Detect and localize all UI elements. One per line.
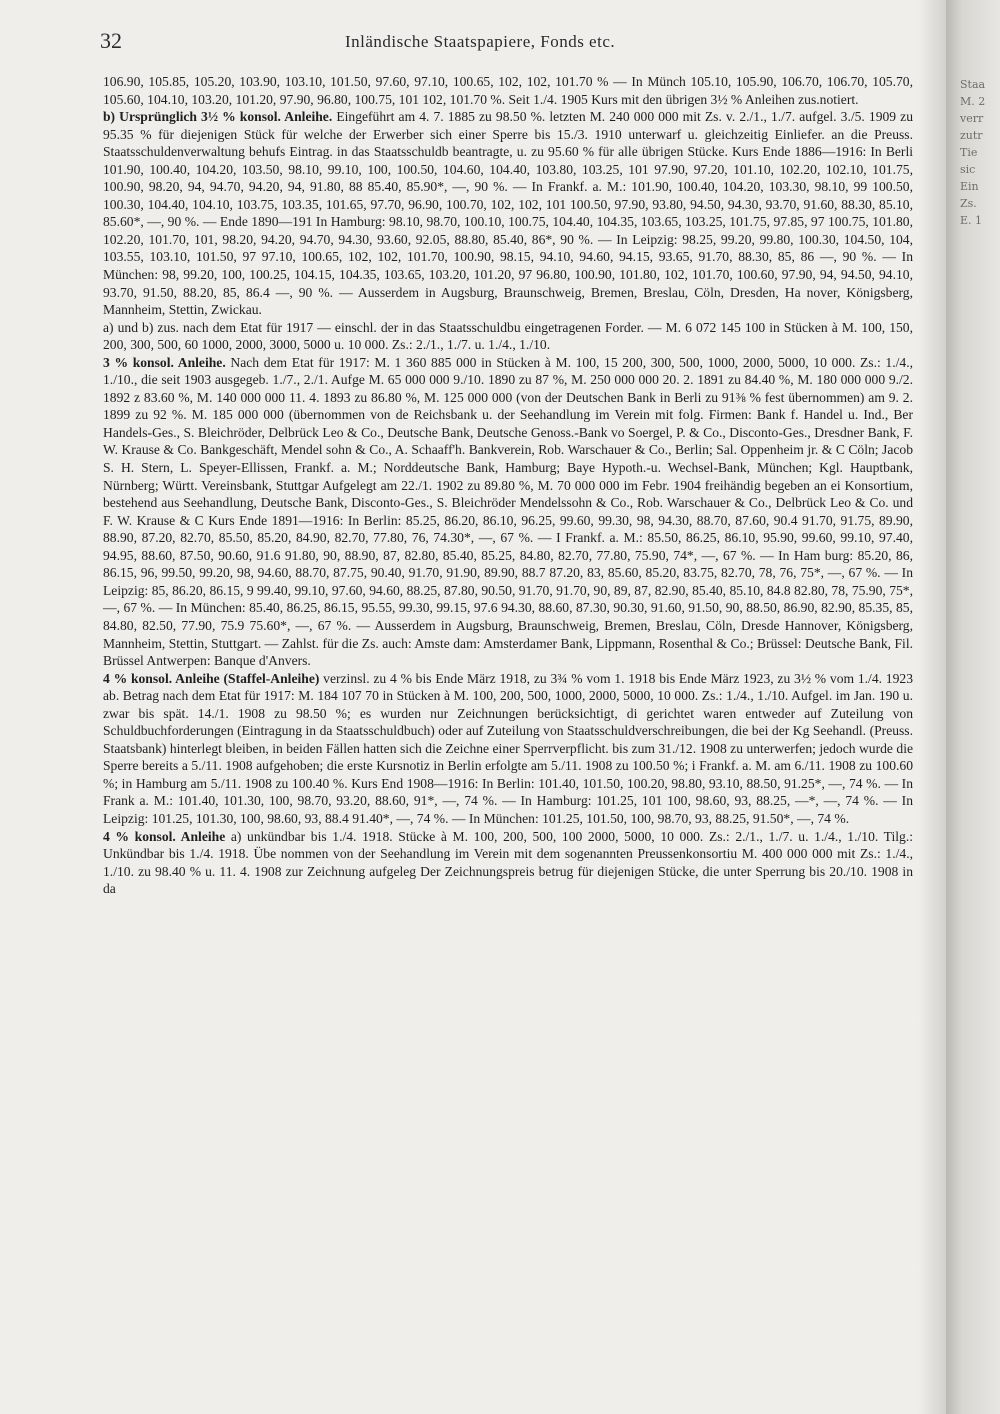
paragraph-text: a) unkündbar bis 1./4. 1918. Stücke à M. 100, 200, 500, 100 2000, 5000, 10 000. Zs.: 2./1., 1./7. u. 1./4., 1./10. Tilg.: Unkündbar bis 1./4. 1918. Übe nommen von der Seehandlung im Verein mit dem sogenannten Preussenkonsortiu M. 400 000 000 mit Zs.: 1./4., 1./10. zu 98.40 % u. 11. 4. 1908 zur Zeichnung aufgeleg Der Zeichnungspreis betrug für diejenigen Stücke, die unter Sperrung bis 20./10. 1908 in da [103, 828, 913, 897]
next-page-fragment: Zs. [960, 197, 977, 210]
next-page-fragment: Ein [960, 180, 979, 193]
next-page-fragment: zutr [960, 129, 983, 142]
next-page-fragment: Staa [960, 78, 986, 91]
next-page-fragment: E. 1 [960, 214, 983, 227]
running-title: Inländische Staatspapiere, Fonds etc. [345, 32, 616, 51]
paragraph-4-staffel [103, 670, 913, 828]
paragraph-lead: 3 % konsol. Anleihe. [103, 354, 226, 370]
paragraph-ab-zusammen [103, 319, 913, 354]
paragraph-3-konsol [103, 354, 913, 670]
next-page-fragment: sic [960, 163, 976, 176]
paragraph-kurs-continued [103, 73, 913, 108]
paragraph-4-konsol [103, 828, 913, 898]
next-page-edge [946, 0, 1000, 1414]
paragraph-lead: b) Ursprünglich 3½ % konsol. Anleihe. [103, 109, 333, 125]
paragraph-text: Nach dem Etat für 1917: M. 1 360 885 000 in Stücken à M. 100, 15 200, 300, 500, 1000, 2000, 5000, 10 000. Zs.: 1./4., 1./10., die seit 1903 ausgegeb. 1./7., 2./1. Aufge M. 65 000 000 9./10. 1890 zu 87 %, M. 250 000 000 20. 2. 1891 zu 84.40 %, M. 180 000 000 9./2. 1892 z 83.60 %, M. 140 000 000 11. 4. 1893 zu 86.80 %, M. 125 000 000 (von der Deutschen Bank in Berli zu 91⅜ % fest übernommen) am 9. 2. 1899 zu 92 %. M. 185 000 000 (übernommen von de Reichsbank u. der Seehandlung im Verein mit folg. Firmen: Bank f. Handel u. Ind., Ber Handels-Ges., S. Bleichröder, Delbrück Leo & Co., Deutsche Bank, Deutsche Genoss.-Bank vo Soergel, P. & Co., Disconto-Ges., Dresdner Bank, F. W. Krause & Co. Bankgeschäft, Mendel sohn & Co., A. Schaaff'h. Bankverein, Rob. Warschauer & Co., Berlin; Sal. Oppenheim jr. & C Cöln; Jacob S. H. Stern, L. Speyer-Ellissen, Frankf. a. M.; Norddeutsche Bank, Hamburg; Baye Hypoth.-u. Wechsel-Bank, München; Kgl. Hauptbank, Nürnberg; Württ. Vereinsbank, Stuttgar Aufgelegt am 22./1. 1902 zu 89.80 %, M. 70 000 000 im Febr. 1904 freihändig begeben an ei Konsortium, bestehend aus Seehandlung, Deutsche Bank, Disconto-Ges., S. Bleichröder Mendelssohn & Co., Rob. Warschauer & Co., Delbrück Leo & Co. und F. W. Krause & C Kurs Ende 1891—1916: In Berlin: 85.25, 86.20, 86.10, 96.25, 99.60, 99.30, 98, 94.30, 88.70, 87.60, 90.4 91.70, 91.75, 89.90, 88.90, 87.20, 82.70, 85.50, 85.20, 84.90, 82.70, 77.80, 76, 74.30*, —, 67 %. — I Frankf. a. M.: 85.50, 86.25, 86.10, 95.90, 99.60, 99.10, 97.40, 94.95, 88.60, 87.50, 90.60, 91.6 91.80, 90, 88.90, 87, 82.80, 85.40, 85.25, 84.80, 82.70, 77.80, 75.90, 74*, —, 67 %. — In Ham burg: 85.20, 86, 86.15, 96, 99.50, 99.20, 98, 94.60, 88.70, 87.75, 90.40, 91.70, 91.90, 89.90, 88.7 87.20, 83, 85.60, 85.20, 83.75, 82.70, 78, 76, 75*, —, 67 %. — In Leipzig: 85, 86.20, 86.15, 9 99.40, 99.10, 97.60, 94.60, 88.25, 87.80, 90.50, 91.70, 91.70, 90, 89, 87, 82.90, 85.40, 85.10, 84.8 82.80, 78, 75.90, 75*, —, 67 %. — In München: 85.40, 86.25, 86.15, 95.55, 99.30, 99.15, 97.6 94.30, 88.60, 87.30, 90.30, 91.60, 91.50, 90, 88.50, 86.90, 82.90, 85.35, 85, 84.80, 82.50, 77.90, 75.9 75.60*, —, 67 %. — Ausserdem in Augsburg, Braunschweig, Bremen, Breslau, Cöln, Dresde Hannover, Königsberg, Mannheim, Stettin, Stuttgart. — Zahlst. für die Zs. auch: Amste dam: Amsterdamer Bank, Lippmann, Rosenthal & Co.; Brüssel: Deutsche Bank, Fil. Brüssel Antwerpen: Banque d'Anvers. [103, 354, 913, 669]
page-edge-shadow [918, 0, 946, 1414]
paragraph-text: Eingeführt am 4. 7. 1885 zu 98.50 %. letzten M. 240 000 000 mit Zs. v. 2./1., 1./7. aufgel. 3./5. 1909 zu 95.35 % für diejenigen Stück für welche der Erwerber sich einer Sperre bis 15./3. 1910 unterwarf u. gleichzeitig Einliefer. an die Preuss. Staatsschuldenverwaltung behufs Eintrag. in das Staatsschuldb beantragte, u. zu 95.60 % für alle übrigen Stücke. Kurs Ende 1886—1916: In Berli 101.90, 100.40, 104.20, 103.50, 98.10, 99.10, 100, 100.50, 104.60, 104.40, 103.80, 103.25, 101 97.90, 97.20, 101.10, 102.20, 102.10, 101.75, 100.90, 98.20, 94, 94.70, 94.20, 94, 91.80, 88 85.40, 85.90*, —, 90 %. — In Frankf. a. M.: 101.90, 100.40, 104.20, 103.30, 98.10, 99 100.50, 100.30, 104.40, 104.10, 103.75, 103.35, 101.65, 97.70, 96.90, 100.70, 102, 102, 101 100.50, 97.90, 93.80, 94.50, 94.30, 93.70, 91.60, 88.30, 85.10, 85.60*, —, 90 %. — Ende 1890—191 In Hamburg: 98.10, 98.70, 100.10, 100.75, 104.40, 104.35, 103.65, 103.25, 101.75, 97.85, 97 100.75, 101.80, 102.20, 101.70, 101, 98.20, 94.20, 94.70, 94.30, 93.60, 92.05, 88.80, 85.40, 86*, 90 %. — In Leipzig: 98.25, 99.20, 99.80, 100.30, 104.50, 104, 103.55, 103.10, 101.50, 97 97.10, 100.65, 102, 102, 101.70, 100.90, 98.15, 94.10, 94.60, 94.15, 93.65, 91.70, 88.30, 85, 86 —, 90 %. — In München: 98, 99.20, 100, 100.25, 104.15, 104.35, 103.65, 103.20, 101.20, 97 96.80, 100.90, 101.80, 102, 101.70, 100.60, 97.90, 94, 94.50, 94.10, 93.70, 91.50, 88.20, 85, 86.4 —, 90 %. — Ausserdem in Augsburg, Braunschweig, Bremen, Breslau, Cöln, Dresden, Ha nover, Königsberg, Mannheim, Stettin, Zwickau. [103, 109, 913, 318]
body-text [103, 73, 913, 898]
paragraph-lead: 4 % konsol. Anleihe (Staffel-Anleihe) [103, 670, 320, 686]
paragraph-lead: 4 % konsol. Anleihe [103, 828, 226, 844]
page-number: 32 [100, 28, 122, 53]
paragraph-text: 106.90, 105.85, 105.20, 103.90, 103.10, 101.50, 97.60, 97.10, 100.65, 102, 102, 101.70 % — In Münch 105.10, 105.90, 106.70, 106.70, 105.70, 105.60, 104.10, 103.20, 101.20, 97.90, 96.80, 100.75, 101 102, 101.70 %. Seit 1./4. 1905 Kurs mit den übrigen 3½ % Anleihen zus.notiert. [103, 74, 913, 107]
paragraph-3-5-konsol [103, 108, 913, 319]
page-header [100, 28, 886, 54]
paragraph-text: a) und b) zus. nach dem Etat für 1917 — einschl. der in das Staatsschuldbu eingetragenen Forder. — M. 6 072 145 100 in Stücken à M. 100, 150, 200, 300, 500, 60 1000, 2000, 3000, 5000 u. 10 000. Zs.: 2./1., 1./7. u. 1./4., 1./10. [103, 319, 913, 353]
next-page-fragment: Tie [960, 146, 978, 159]
paragraph-text: verzinsl. zu 4 % bis Ende März 1918, zu 3¾ % vom 1. 1918 bis Ende März 1923, zu 3½ % vom 1./4. 1923 ab. Betrag nach dem Etat für 1917: M. 184 107 70 in Stücken à M. 100, 200, 500, 1000, 2000, 5000, 10 000. Zs.: 1./4., 1./10. Aufgel. im Jan. 190 u. zwar bis spät. 14./1. 1908 zu 98.50 %; es wurden nur Zeichnungen berücksichtigt, di gerichtet waren entweder auf Zuteilung von Schuldbuchforderungen (Eintragung in da Staatsschuldbuch) oder auf Zuteilung von Staatsschuldverschreibungen, die bei der Kg Seehandl. (Preuss. Staatsbank) hinterlegt bleiben, in beiden Fällen hatten sich die Zeichne einer Sperrverpflicht. bis zum 31./12. 1908 zu unterwerfen; jedoch wurde die Sperre bereits a 5./11. 1908 aufgehoben; die erste Kursnotiz in Berlin erfolgte am 5./11. 1908 zu 100.50 %; i Frankf. a. M. am 6./11. 1908 zu 100.60 %; in Hamburg am 5./11. 1908 zu 100.40 %. Kurs End 1908—1916: In Berlin: 101.40, 101.50, 100.20, 98.80, 93.10, 88.50, 91.25*, —, 74 %. — In Frank a. M.: 101.40, 101.30, 100, 98.70, 93.20, 88.60, 91*, —, 74 %. — In Hamburg: 101.25, 101 100, 98.60, 93, 88.25, —*, —, 74 %. — In Leipzig: 101.25, 101.30, 100, 98.60, 93, 88.4 91.40*, —, 74 %. — In München: 101.25, 101.50, 100, 98.70, 93, 88.25, 91.50*, —, 74 %. [103, 670, 913, 826]
next-page-fragment: M. 2 [960, 95, 986, 108]
next-page-fragment: verr [960, 112, 984, 125]
